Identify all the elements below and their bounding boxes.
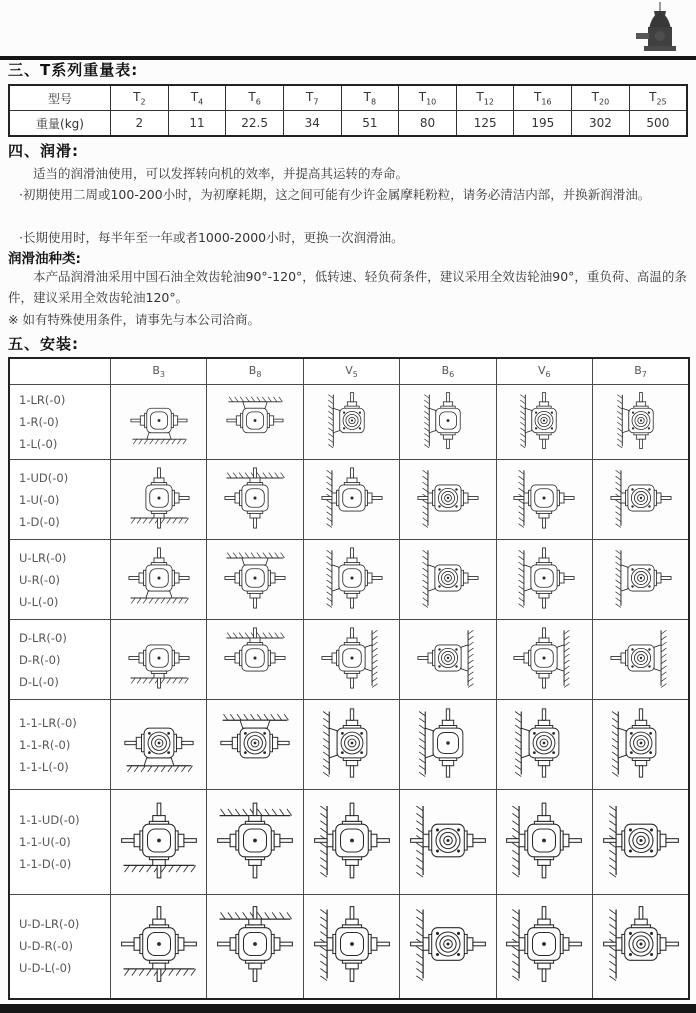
configuration-label-cell: [9, 460, 111, 540]
gearbox-diagram: [209, 895, 301, 993]
diagram-cell: [111, 540, 207, 620]
configuration-label: U-R(-0): [19, 572, 60, 587]
configuration-label: 1-R(-0): [19, 415, 59, 429]
configuration-label: U-D-L(-0): [19, 961, 72, 976]
gearbox-diagram: [306, 386, 398, 455]
gearbox-diagram: [498, 895, 590, 993]
diagram-cell: [496, 540, 592, 620]
model-cell: $T_4$: [168, 85, 226, 111]
diagram-cell: [111, 620, 207, 700]
diagram-cell: [496, 700, 592, 790]
diagram-cell: [303, 790, 399, 895]
configuration-label: 1-1-UD(-0): [19, 813, 80, 827]
diagram-cell: [400, 385, 496, 460]
weight-table-wrap: [8, 84, 688, 137]
diagram-cell: [593, 460, 689, 540]
diagram-cell: [111, 385, 207, 460]
install-table: [8, 357, 690, 1000]
gearbox-diagram: [498, 701, 590, 785]
configuration-label: 1-1-L(-0): [19, 759, 69, 774]
diagram-cell: [303, 700, 399, 790]
model-cell: $T_{12}$: [456, 85, 514, 111]
diagram-cell: [400, 620, 496, 700]
gearbox-diagram: [306, 895, 398, 993]
configuration-label: 1-D(-0): [19, 514, 60, 529]
configuration-label: 1-U(-0): [19, 492, 60, 507]
diagram-cell: [400, 790, 496, 895]
configuration-label-cell: [9, 620, 111, 700]
bottom-rule: [0, 1004, 696, 1013]
diagram-cell: [593, 790, 689, 895]
gearbox-diagram: [595, 386, 687, 455]
model-cell: $T_7$: [283, 85, 341, 111]
weight-cell: 34: [283, 111, 341, 137]
gearbox-diagram: [113, 541, 205, 615]
install-table-row: [9, 460, 689, 540]
mount-position-header: $V_5$: [303, 358, 399, 385]
gearbox-diagram: [402, 621, 494, 695]
gearbox-diagram: [306, 701, 398, 785]
diagram-cell: [303, 540, 399, 620]
configuration-label: D-L(-0): [19, 674, 59, 689]
section5-heading: 五、安装:: [8, 335, 79, 353]
gearbox-diagram: [306, 541, 398, 615]
mount-position-header: $B_7$: [593, 358, 689, 385]
diagram-cell: [207, 790, 303, 895]
diagram-cell: [593, 620, 689, 700]
diagram-cell: [593, 385, 689, 460]
gearbox-diagram: [402, 461, 494, 535]
configuration-label: 1-1-LR(-0): [19, 715, 77, 730]
model-cell: $T_{20}$: [572, 85, 630, 111]
diagram-cell: [111, 700, 207, 790]
diagram-cell: [111, 895, 207, 999]
mount-position-header: $B_3$: [111, 358, 207, 385]
mount-position-header: $B_8$: [207, 358, 303, 385]
diagram-cell: [207, 540, 303, 620]
gearbox-diagram: [209, 791, 301, 890]
weight-cell: 22.5: [226, 111, 284, 137]
diagram-cell: [496, 385, 592, 460]
gearbox-diagram: [595, 621, 687, 695]
configuration-label-cell: [9, 385, 111, 460]
section4-heading: 四、润滑:: [8, 142, 79, 160]
gearbox-diagram: [113, 386, 205, 455]
gearbox-diagram: [209, 386, 301, 455]
gearbox-diagram: [595, 701, 687, 785]
model-cell: $T_2$: [111, 85, 169, 111]
mount-position-header: $V_6$: [496, 358, 592, 385]
weight-cell: 500: [629, 111, 687, 137]
diagram-cell: [400, 700, 496, 790]
weight-cell: 80: [399, 111, 457, 137]
install-table-row: [9, 385, 689, 460]
diagram-cell: [111, 460, 207, 540]
weight-cell: 2: [111, 111, 169, 137]
section3-heading: 三、T系列重量表:: [8, 61, 139, 79]
weight-cell: 51: [341, 111, 399, 137]
diagram-cell: [593, 700, 689, 790]
configuration-label: 1-L(-0): [19, 437, 58, 451]
diagram-cell: [111, 790, 207, 895]
gearbox-product-photo: [634, 2, 684, 58]
gearbox-diagram: [306, 791, 398, 890]
weight-cell: 125: [456, 111, 514, 137]
install-table-corner-cell: [9, 358, 111, 385]
model-cell: $T_6$: [226, 85, 284, 111]
gearbox-diagram: [498, 541, 590, 615]
configuration-label: U-LR(-0): [19, 550, 67, 565]
gearbox-diagram: [595, 895, 687, 993]
diagram-cell: [303, 460, 399, 540]
gearbox-diagram: [402, 541, 494, 615]
model-cell: $T_{16}$: [514, 85, 572, 111]
gearbox-diagram: [209, 461, 301, 535]
install-table-row: [9, 700, 689, 790]
oil-type-subheading: 润滑油种类:: [8, 251, 81, 267]
diagram-cell: [496, 620, 592, 700]
weight-table-weight-row: [9, 111, 687, 137]
install-table-row: [9, 790, 689, 895]
configuration-label-cell: [9, 790, 111, 895]
lubrication-intro: 适当的润滑油使用，可以发挥转向机的效率，并提高其运转的寿命。: [33, 166, 409, 181]
gearbox-diagram: [306, 621, 398, 695]
gearbox-diagram: [113, 895, 205, 993]
gearbox-diagram: [306, 461, 398, 535]
model-header-cell: 型号: [9, 85, 111, 111]
configuration-label-cell: [9, 895, 111, 999]
install-table-wrap: [8, 357, 688, 1000]
weight-cell: 302: [572, 111, 630, 137]
install-table-header-row: [9, 358, 689, 385]
diagram-cell: [400, 460, 496, 540]
gearbox-diagram: [595, 461, 687, 535]
configuration-label-cell: [9, 540, 111, 620]
diagram-cell: [400, 895, 496, 999]
weight-table: [8, 84, 688, 137]
lubrication-bullet-1: ·初期使用二周或100-200小时，为初摩耗期，这之间可能有少许金属摩耗粉粒，请务必清洁内部，并换新润滑油。: [19, 187, 651, 202]
configuration-label: 1-1-U(-0): [19, 835, 71, 849]
install-table-row: [9, 895, 689, 999]
gearbox-diagram: [498, 386, 590, 455]
gearbox-diagram: [595, 541, 687, 615]
diagram-cell: [303, 385, 399, 460]
diagram-cell: [400, 540, 496, 620]
diagram-cell: [593, 540, 689, 620]
mount-position-header: $B_6$: [400, 358, 496, 385]
lubrication-bullet-2: ·长期使用时，每半年至一年或者1000-2000小时，更换一次润滑油。: [19, 230, 404, 245]
diagram-cell: [207, 700, 303, 790]
gearbox-diagram: [498, 461, 590, 535]
diagram-cell: [593, 895, 689, 999]
configuration-label: D-LR(-0): [19, 630, 67, 645]
gearbox-diagram: [113, 701, 205, 785]
configuration-label-cell: [9, 700, 111, 790]
gearbox-diagram: [402, 701, 494, 785]
configuration-label: U-D-R(-0): [19, 939, 74, 954]
model-cell: $T_{10}$: [399, 85, 457, 111]
configuration-label: 1-LR(-0): [19, 393, 66, 407]
install-table-row: [9, 540, 689, 620]
weight-header-cell: 重量(kg): [9, 111, 111, 137]
model-cell: $T_8$: [341, 85, 399, 111]
configuration-label: 1-1-R(-0): [19, 737, 71, 752]
diagram-cell: [303, 895, 399, 999]
diagram-cell: [207, 460, 303, 540]
gearbox-diagram: [113, 791, 205, 890]
weight-cell: 11: [168, 111, 226, 137]
gearbox-diagram: [113, 461, 205, 535]
diagram-cell: [496, 895, 592, 999]
diagram-cell: [207, 385, 303, 460]
gearbox-diagram: [498, 791, 590, 890]
gearbox-diagram: [595, 791, 687, 890]
diagram-cell: [496, 460, 592, 540]
special-condition-note: ※ 如有特殊使用条件，请事先与本公司洽商。: [8, 312, 260, 327]
install-table-row: [9, 620, 689, 700]
configuration-label: 1-1-D(-0): [19, 857, 72, 871]
gearbox-diagram: [402, 895, 494, 993]
gearbox-diagram: [209, 701, 301, 785]
gearbox-photo-image: [634, 2, 684, 54]
gearbox-diagram: [209, 541, 301, 615]
configuration-label: U-L(-0): [19, 594, 59, 609]
gearbox-diagram: [402, 791, 494, 890]
diagram-cell: [207, 895, 303, 999]
diagram-cell: [303, 620, 399, 700]
weight-cell: 195: [514, 111, 572, 137]
configuration-label: D-R(-0): [19, 652, 61, 667]
gearbox-diagram: [209, 621, 301, 695]
oil-type-text: 本产品润滑油采用中国石油全效齿轮油90°-120°，低转速、轻负荷条件，建议采用全效齿轮油90°，重负荷、高温的条件，建议采用全效齿轮油120°。: [8, 269, 687, 305]
configuration-label: U-D-LR(-0): [19, 917, 80, 932]
configuration-label: 1-UD(-0): [19, 470, 69, 485]
gearbox-diagram: [402, 386, 494, 455]
diagram-cell: [496, 790, 592, 895]
gearbox-diagram: [113, 621, 205, 695]
diagram-cell: [207, 620, 303, 700]
weight-table-model-row: [9, 85, 687, 111]
model-cell: $T_{25}$: [629, 85, 687, 111]
gearbox-diagram: [498, 621, 590, 695]
